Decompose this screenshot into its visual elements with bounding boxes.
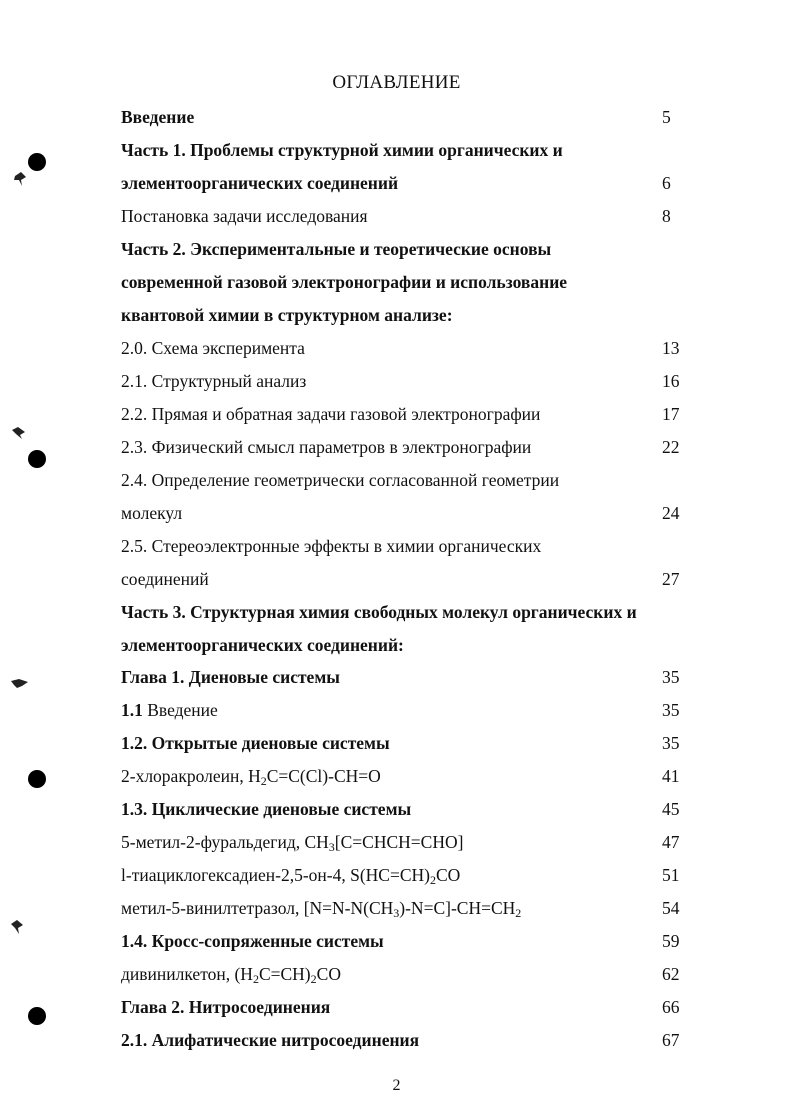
toc-entry: дивинилкетон, $(H_2C=CH)_2CO$ 62 <box>121 964 680 986</box>
toc-entry: l-тиациклогексадиен-2,5-он-4, $S(HC=CH)_2CO$ 51 <box>121 865 680 887</box>
toc-entry: элементоорганических соединений: <box>121 635 404 655</box>
toc-entry: Часть 1. Проблемы структурной химии органических и <box>121 140 563 160</box>
toc-entry: 1.4. Кросс-сопряженные системы 59 <box>121 931 680 951</box>
toc-entry: 1.2. Открытые диеновые системы 35 <box>121 733 680 753</box>
toc-entry: Часть 3. Структурная химия свободных молекул органических и <box>121 602 637 622</box>
toc-entry: Постановка задачи исследования 8 <box>121 206 671 226</box>
punch-hole <box>28 1007 46 1025</box>
punch-hole <box>28 770 46 788</box>
page-number: 2 <box>392 1077 401 1094</box>
punch-hole <box>28 153 46 171</box>
scan-speck <box>9 918 25 936</box>
toc-entry: 2.5. Стереоэлектронные эффекты в химии органических <box>121 536 542 556</box>
toc-entry: 2-хлоракролеин, $H_2C=C(Cl)-CH=O$ 41 <box>121 766 680 788</box>
scan-speck <box>12 168 30 188</box>
toc-entry: 2.3. Физический смысл параметров в электронографии 22 <box>121 437 680 457</box>
toc-entry: Введение 5 <box>121 107 671 127</box>
scan-speck <box>10 676 30 690</box>
page-title: ОГЛАВЛЕНИЕ <box>332 72 461 93</box>
toc-entry: Глава 2. Нитросоединения 66 <box>121 997 680 1017</box>
scan-speck <box>10 424 28 440</box>
toc-entry: Глава 1. Диеновые системы 35 <box>121 667 680 687</box>
toc-entry: 5-метил-2-фуральдегид, $CH_3[C=CHCH=CHO]$ 47 <box>121 832 680 854</box>
toc-entry: Часть 2. Экспериментальные и теоретические основы <box>121 239 552 259</box>
toc-entry: современной газовой электронографии и использование <box>121 272 568 292</box>
toc-entry: метил-5-винилтетразол, $[N=N-N(CH_3)-N=C]-CH=CH_2$ 54 <box>121 898 680 920</box>
toc-entry: 2.2. Прямая и обратная задачи газовой электронографии 17 <box>121 404 680 424</box>
toc-entry: 2.4. Определение геометрически согласованной геометрии <box>121 470 560 490</box>
toc-entry: элементоорганических соединений 6 <box>121 173 671 193</box>
toc-entry: 1.3. Циклические диеновые системы 45 <box>121 799 680 819</box>
punch-hole <box>28 450 46 468</box>
toc-entry: квантовой химии в структурном анализе: <box>121 305 453 325</box>
toc-entry: соединений 27 <box>121 569 680 589</box>
toc-entry: 2.0. Схема эксперимента 13 <box>121 338 680 358</box>
toc-entry: 2.1. Структурный анализ 16 <box>121 371 680 391</box>
toc-entry: 2.1. Алифатические нитросоединения 67 <box>121 1030 680 1050</box>
toc-entry: 1.1 Введение 35 <box>121 700 680 720</box>
toc-entry: молекул 24 <box>121 503 680 523</box>
